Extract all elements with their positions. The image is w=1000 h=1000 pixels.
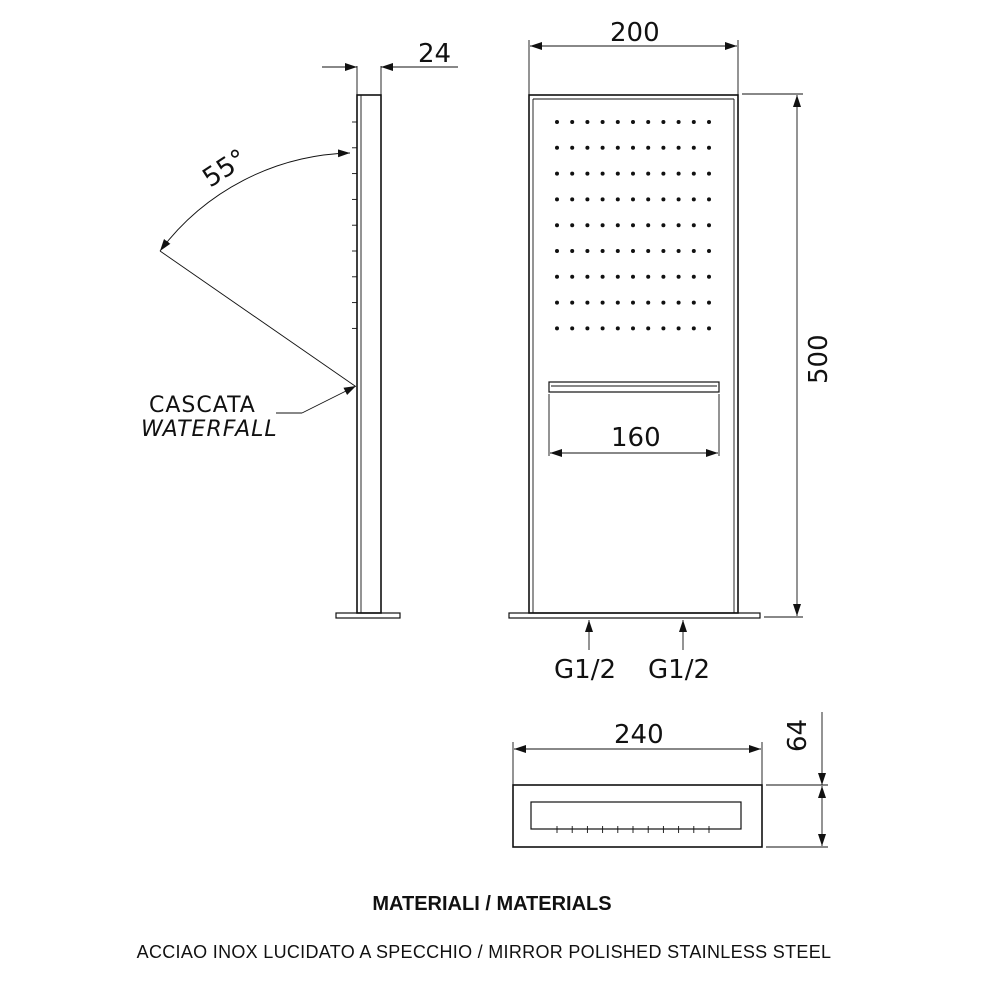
side-width-label: 24 — [418, 39, 452, 69]
nozzle-dot — [692, 326, 696, 330]
nozzle-dot — [692, 172, 696, 176]
inlet-left-label: G1/2 — [554, 655, 616, 685]
nozzle-grid — [555, 120, 711, 330]
nozzle-dot — [646, 249, 650, 253]
nozzle-dot — [646, 120, 650, 124]
nozzle-dot — [677, 172, 681, 176]
nozzle-dot — [661, 326, 665, 330]
nozzle-dot — [707, 197, 711, 201]
top-depth-label: 64 — [783, 718, 813, 752]
nozzle-dot — [707, 326, 711, 330]
nozzle-dot — [646, 172, 650, 176]
nozzle-dot — [616, 326, 620, 330]
front-height-label: 500 — [804, 334, 834, 384]
angle-label: 55° — [197, 143, 253, 194]
angle-ray — [160, 251, 355, 386]
nozzle-dot — [555, 223, 559, 227]
nozzle-dot — [631, 120, 635, 124]
nozzle-dot — [677, 249, 681, 253]
nozzle-dot — [570, 301, 574, 305]
nozzle-dot — [631, 249, 635, 253]
nozzle-dot — [692, 197, 696, 201]
nozzle-dot — [555, 301, 559, 305]
nozzle-dot — [646, 197, 650, 201]
nozzle-dot — [631, 326, 635, 330]
nozzle-dot — [616, 301, 620, 305]
nozzle-dot — [585, 326, 589, 330]
nozzle-dot — [661, 301, 665, 305]
nozzle-dot — [616, 172, 620, 176]
angle-arc — [160, 153, 350, 251]
nozzle-dot — [570, 197, 574, 201]
nozzle-dot — [707, 146, 711, 150]
nozzle-dot — [616, 197, 620, 201]
nozzle-dot — [601, 223, 605, 227]
nozzle-dot — [601, 197, 605, 201]
nozzle-dot — [661, 275, 665, 279]
nozzle-dot — [661, 172, 665, 176]
callout-leader-diagonal — [302, 386, 356, 413]
nozzle-dot — [677, 301, 681, 305]
nozzle-dot — [616, 120, 620, 124]
nozzle-dot — [692, 301, 696, 305]
nozzle-dot — [585, 223, 589, 227]
nozzle-dot — [677, 120, 681, 124]
nozzle-dot — [692, 275, 696, 279]
top-body — [513, 785, 762, 847]
nozzle-dot — [585, 249, 589, 253]
nozzle-dot — [555, 146, 559, 150]
nozzle-dot — [631, 146, 635, 150]
top-width-label: 240 — [614, 720, 664, 750]
inlet-right-label: G1/2 — [648, 655, 710, 685]
nozzle-dot — [646, 146, 650, 150]
nozzle-dot — [646, 223, 650, 227]
nozzle-dot — [555, 249, 559, 253]
materials-description: ACCIAO INOX LUCIDATO A SPECCHIO / MIRROR POLISHED STAINLESS STEEL — [136, 942, 832, 962]
nozzle-dot — [585, 275, 589, 279]
nozzle-dot — [631, 301, 635, 305]
nozzle-dot — [601, 275, 605, 279]
nozzle-dot — [707, 120, 711, 124]
nozzle-dot — [631, 172, 635, 176]
nozzle-dot — [570, 275, 574, 279]
nozzle-dot — [646, 326, 650, 330]
nozzle-dot — [616, 223, 620, 227]
nozzle-dot — [707, 301, 711, 305]
side-view — [141, 39, 458, 618]
nozzle-dot — [661, 146, 665, 150]
callout-italian: CASCATA — [149, 393, 256, 418]
nozzle-dot — [661, 223, 665, 227]
nozzle-dot — [555, 326, 559, 330]
nozzle-dot — [707, 249, 711, 253]
nozzle-dot — [677, 146, 681, 150]
nozzle-dot — [707, 275, 711, 279]
nozzle-dot — [570, 326, 574, 330]
top-slot — [531, 802, 741, 829]
nozzle-dot — [601, 120, 605, 124]
nozzle-dot — [692, 249, 696, 253]
nozzle-dot — [677, 223, 681, 227]
nozzle-dot — [677, 197, 681, 201]
nozzle-dot — [555, 120, 559, 124]
nozzle-dot — [570, 146, 574, 150]
nozzle-dot — [555, 172, 559, 176]
nozzle-dot — [585, 197, 589, 201]
nozzle-dot — [616, 249, 620, 253]
nozzle-dot — [570, 172, 574, 176]
waterfall-outlet — [549, 382, 719, 392]
nozzle-dot — [601, 146, 605, 150]
nozzle-dot — [661, 120, 665, 124]
nozzle-dot — [555, 197, 559, 201]
nozzle-dot — [692, 223, 696, 227]
nozzle-dot — [570, 223, 574, 227]
nozzle-dot — [585, 146, 589, 150]
callout-english: WATERFALL — [141, 417, 278, 442]
nozzle-dot — [692, 146, 696, 150]
top-view — [513, 712, 828, 847]
nozzle-dot — [707, 223, 711, 227]
nozzle-dot — [646, 275, 650, 279]
nozzle-dot — [677, 275, 681, 279]
nozzle-dot — [646, 301, 650, 305]
nozzle-dot — [661, 197, 665, 201]
nozzle-dot — [631, 223, 635, 227]
nozzle-dot — [616, 275, 620, 279]
outlet-width-label: 160 — [611, 423, 661, 453]
nozzle-dot — [631, 197, 635, 201]
nozzle-dot — [585, 120, 589, 124]
nozzle-dot — [585, 301, 589, 305]
nozzle-dot — [570, 249, 574, 253]
nozzle-dot — [570, 120, 574, 124]
nozzle-dot — [677, 326, 681, 330]
nozzle-dot — [707, 172, 711, 176]
nozzle-dot — [585, 172, 589, 176]
nozzle-dot — [601, 249, 605, 253]
front-width-label: 200 — [610, 18, 660, 48]
nozzle-dot — [555, 275, 559, 279]
front-view — [509, 18, 834, 685]
nozzle-dot — [616, 146, 620, 150]
nozzle-dot — [631, 275, 635, 279]
nozzle-dot — [692, 120, 696, 124]
nozzle-dot — [601, 301, 605, 305]
nozzle-dot — [601, 326, 605, 330]
nozzle-dot — [661, 249, 665, 253]
nozzle-dot — [601, 172, 605, 176]
materials-title: MATERIALI / MATERIALS — [372, 893, 612, 915]
